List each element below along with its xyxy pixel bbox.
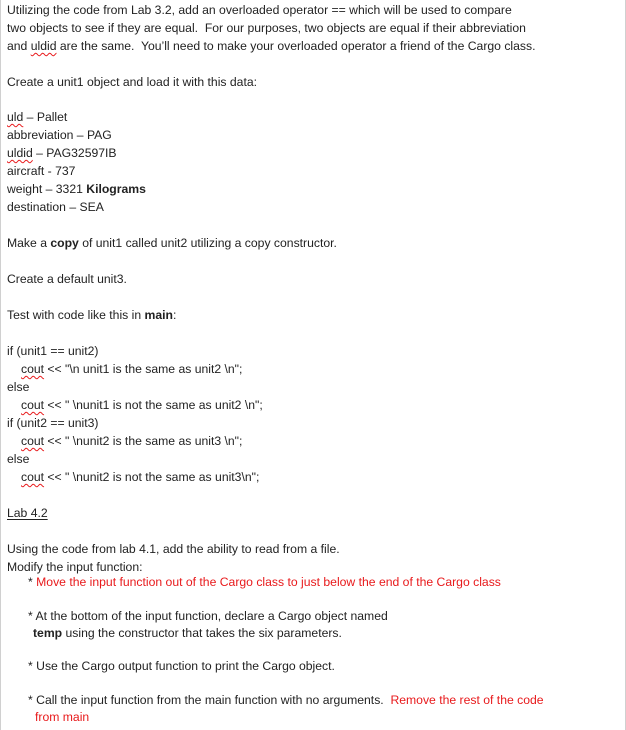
test-line: Test with code like this in main: bbox=[7, 308, 177, 322]
code-line-4: cout << " \nunit1 is not the same as unit2 \n"; bbox=[21, 398, 263, 412]
copy-line: Make a copy of unit1 called unit2 utilizing a copy constructor. bbox=[7, 236, 337, 250]
page-border-left bbox=[0, 0, 1, 730]
lab42-heading: Lab 4.2 bbox=[7, 506, 48, 520]
bullet-1: * Move the input function out of the Cargo class to just below the end of the Cargo class bbox=[28, 575, 501, 589]
intro-line-1: Utilizing the code from Lab 3.2, add an overloaded operator == which will be used to compare bbox=[7, 3, 512, 17]
data-weight: weight – 3321 Kilograms bbox=[7, 182, 146, 196]
intro-line-3: and uldid are the same. You’ll need to make your overloaded operator a friend of the Cargo class. bbox=[7, 39, 536, 53]
default-unit3-line: Create a default unit3. bbox=[7, 272, 127, 286]
bullet-marker: * bbox=[28, 693, 33, 707]
spellcheck-uldid-2: uldid bbox=[7, 146, 33, 160]
data-destination: destination – SEA bbox=[7, 200, 104, 214]
bullet-marker: * bbox=[28, 575, 33, 589]
data-uldid: uldid – PAG32597IB bbox=[7, 146, 117, 160]
bullet-4-line-2: from main bbox=[35, 710, 90, 724]
bullet-marker: * bbox=[28, 659, 33, 673]
bullet-marker: * bbox=[28, 609, 33, 623]
code-line-8: cout << " \nunit2 is not the same as unit3\n"; bbox=[21, 470, 260, 484]
data-uld: uld – Pallet bbox=[7, 110, 68, 124]
bullet-2-line-1: * At the bottom of the input function, declare a Cargo object named bbox=[28, 609, 388, 623]
create-unit1-line: Create a unit1 object and load it with this data: bbox=[7, 75, 257, 89]
code-line-3: else bbox=[7, 380, 30, 394]
spellcheck-uld: uld bbox=[7, 110, 24, 124]
spellcheck-uldid: uldid bbox=[30, 39, 57, 53]
bullet-4-line-1: * Call the input function from the main function with no arguments. Remove the rest of the code bbox=[28, 693, 544, 707]
code-line-1: if (unit1 == unit2) bbox=[7, 344, 99, 358]
lab42-line-1: Using the code from lab 4.1, add the ability to read from a file. bbox=[7, 542, 340, 556]
lab42-line-2: Modify the input function: bbox=[7, 560, 143, 574]
code-line-7: else bbox=[7, 452, 30, 466]
data-aircraft: aircraft - 737 bbox=[7, 164, 76, 178]
bullet-2-line-2: temp using the constructor that takes the six parameters. bbox=[33, 626, 342, 640]
code-line-6: cout << " \nunit2 is the same as unit3 \n"; bbox=[21, 434, 243, 448]
code-line-5: if (unit2 == unit3) bbox=[7, 416, 99, 430]
intro-line-2: two objects to see if they are equal. For our purposes, two objects are equal if their abbreviation bbox=[7, 21, 526, 35]
data-abbreviation: abbreviation – PAG bbox=[7, 128, 112, 142]
code-line-2: cout << "\n unit1 is the same as unit2 \n"; bbox=[21, 362, 243, 376]
bullet-3: * Use the Cargo output function to print the Cargo object. bbox=[28, 659, 335, 673]
